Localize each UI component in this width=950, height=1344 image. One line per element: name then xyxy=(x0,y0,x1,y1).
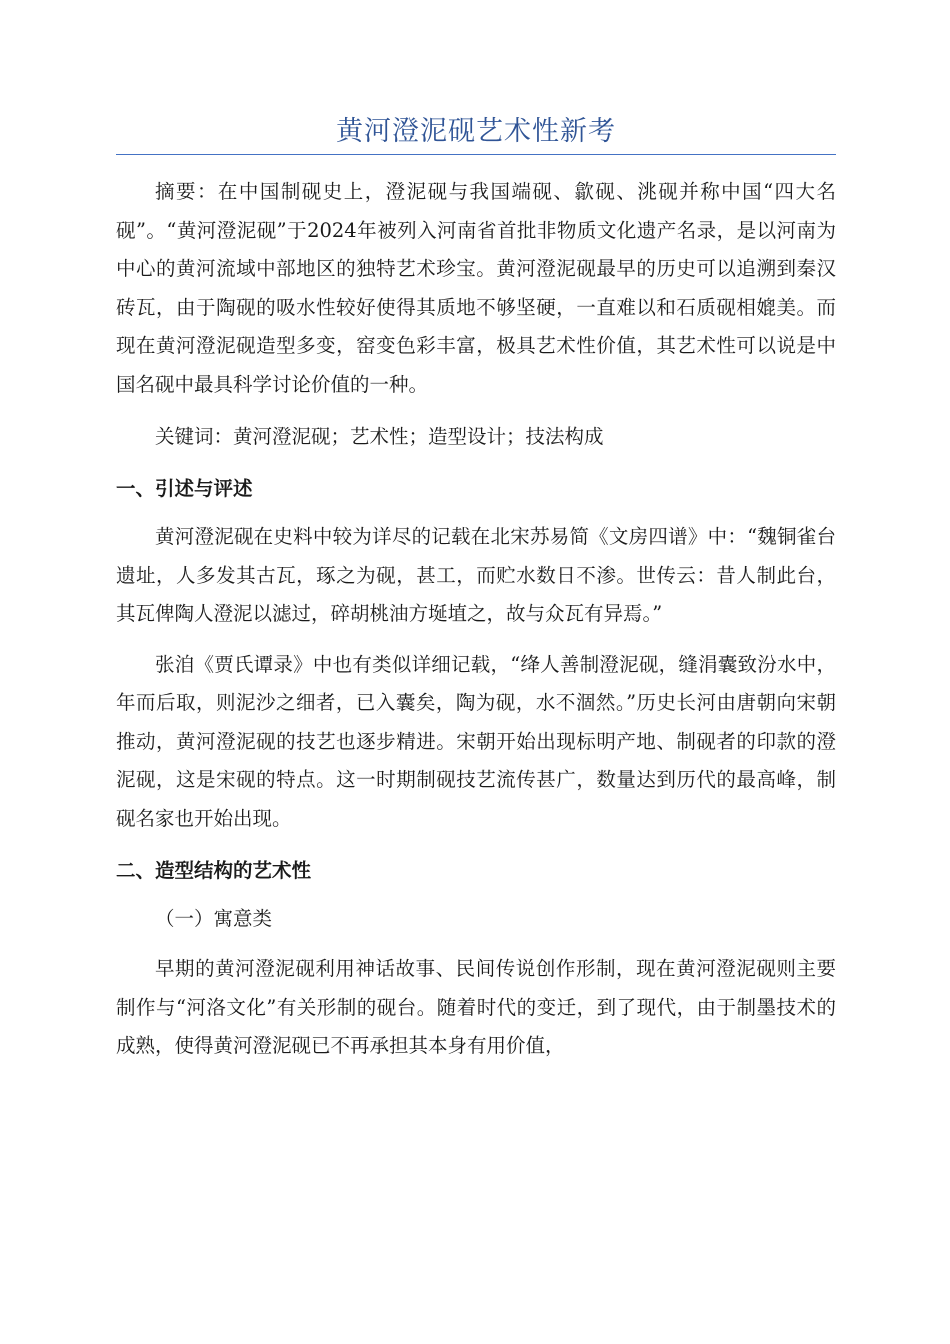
abstract-paragraph: 摘要：在中国制砚史上，澄泥砚与我国端砚、歙砚、洮砚并称中国“四大名砚”。“黄河澄泥砚”于2024年被列入河南省首批非物质文化遗产名录，是以河南为中心的黄河流域中部地区的独特艺术珍宝。黄河澄泥砚最早的历史可以追溯到秦汉砖瓦，由于陶砚的吸水性较好使得其质地不够坚硬，一直难以和石质砚相媲美。而现在黄河澄泥砚造型多变，窑变色彩丰富，极具艺术性价值，其艺术性可以说是中国名砚中最具科学讨论价值的一种。 xyxy=(116,180,836,396)
title-underline xyxy=(116,154,836,155)
subsection-heading: （一）寓意类 xyxy=(155,907,273,930)
body-paragraph: 张洎《贾氏谭录》中也有类似详细记载，“绛人善制澄泥砚，缝涓囊致汾水中，年而后取，则泥沙之细者，已入囊矣，陶为砚，水不涸然。”历史长河由唐朝向宋朝推动，黄河澄泥砚的技艺也逐步精进。宋朝开始出现标明产地、制砚者的印款的澄泥砚，这是宋砚的特点。这一时期制砚技艺流传甚广，数量达到历代的最高峰，制砚名家也开始出现。 xyxy=(116,652,836,830)
section-heading-1: 一、引述与评述 xyxy=(116,477,253,500)
document-title: 黄河澄泥砚艺术性新考 xyxy=(336,116,616,147)
section-heading-2: 二、造型结构的艺术性 xyxy=(116,859,312,882)
body-paragraph: 黄河澄泥砚在史料中较为详尽的记载在北宋苏易简《文房四谱》中：“魏铜雀台遗址，人多发其古瓦，琢之为砚，甚工，而贮水数日不渗。世传云：昔人制此台，其瓦俾陶人澄泥以滤过，碎胡桃油方埏埴之，故与众瓦有异焉。” xyxy=(116,525,836,625)
keywords-line: 关键词：黄河澄泥砚；艺术性；造型设计；技法构成 xyxy=(155,425,604,448)
body-paragraph: 早期的黄河澄泥砚利用神话故事、民间传说创作形制，现在黄河澄泥砚则主要制作与“河洛文化”有关形制的砚台。随着时代的变迁，到了现代，由于制墨技术的成熟，使得黄河澄泥砚已不再承担其本身有用价值， xyxy=(116,957,836,1057)
document-page xyxy=(116,110,836,1066)
